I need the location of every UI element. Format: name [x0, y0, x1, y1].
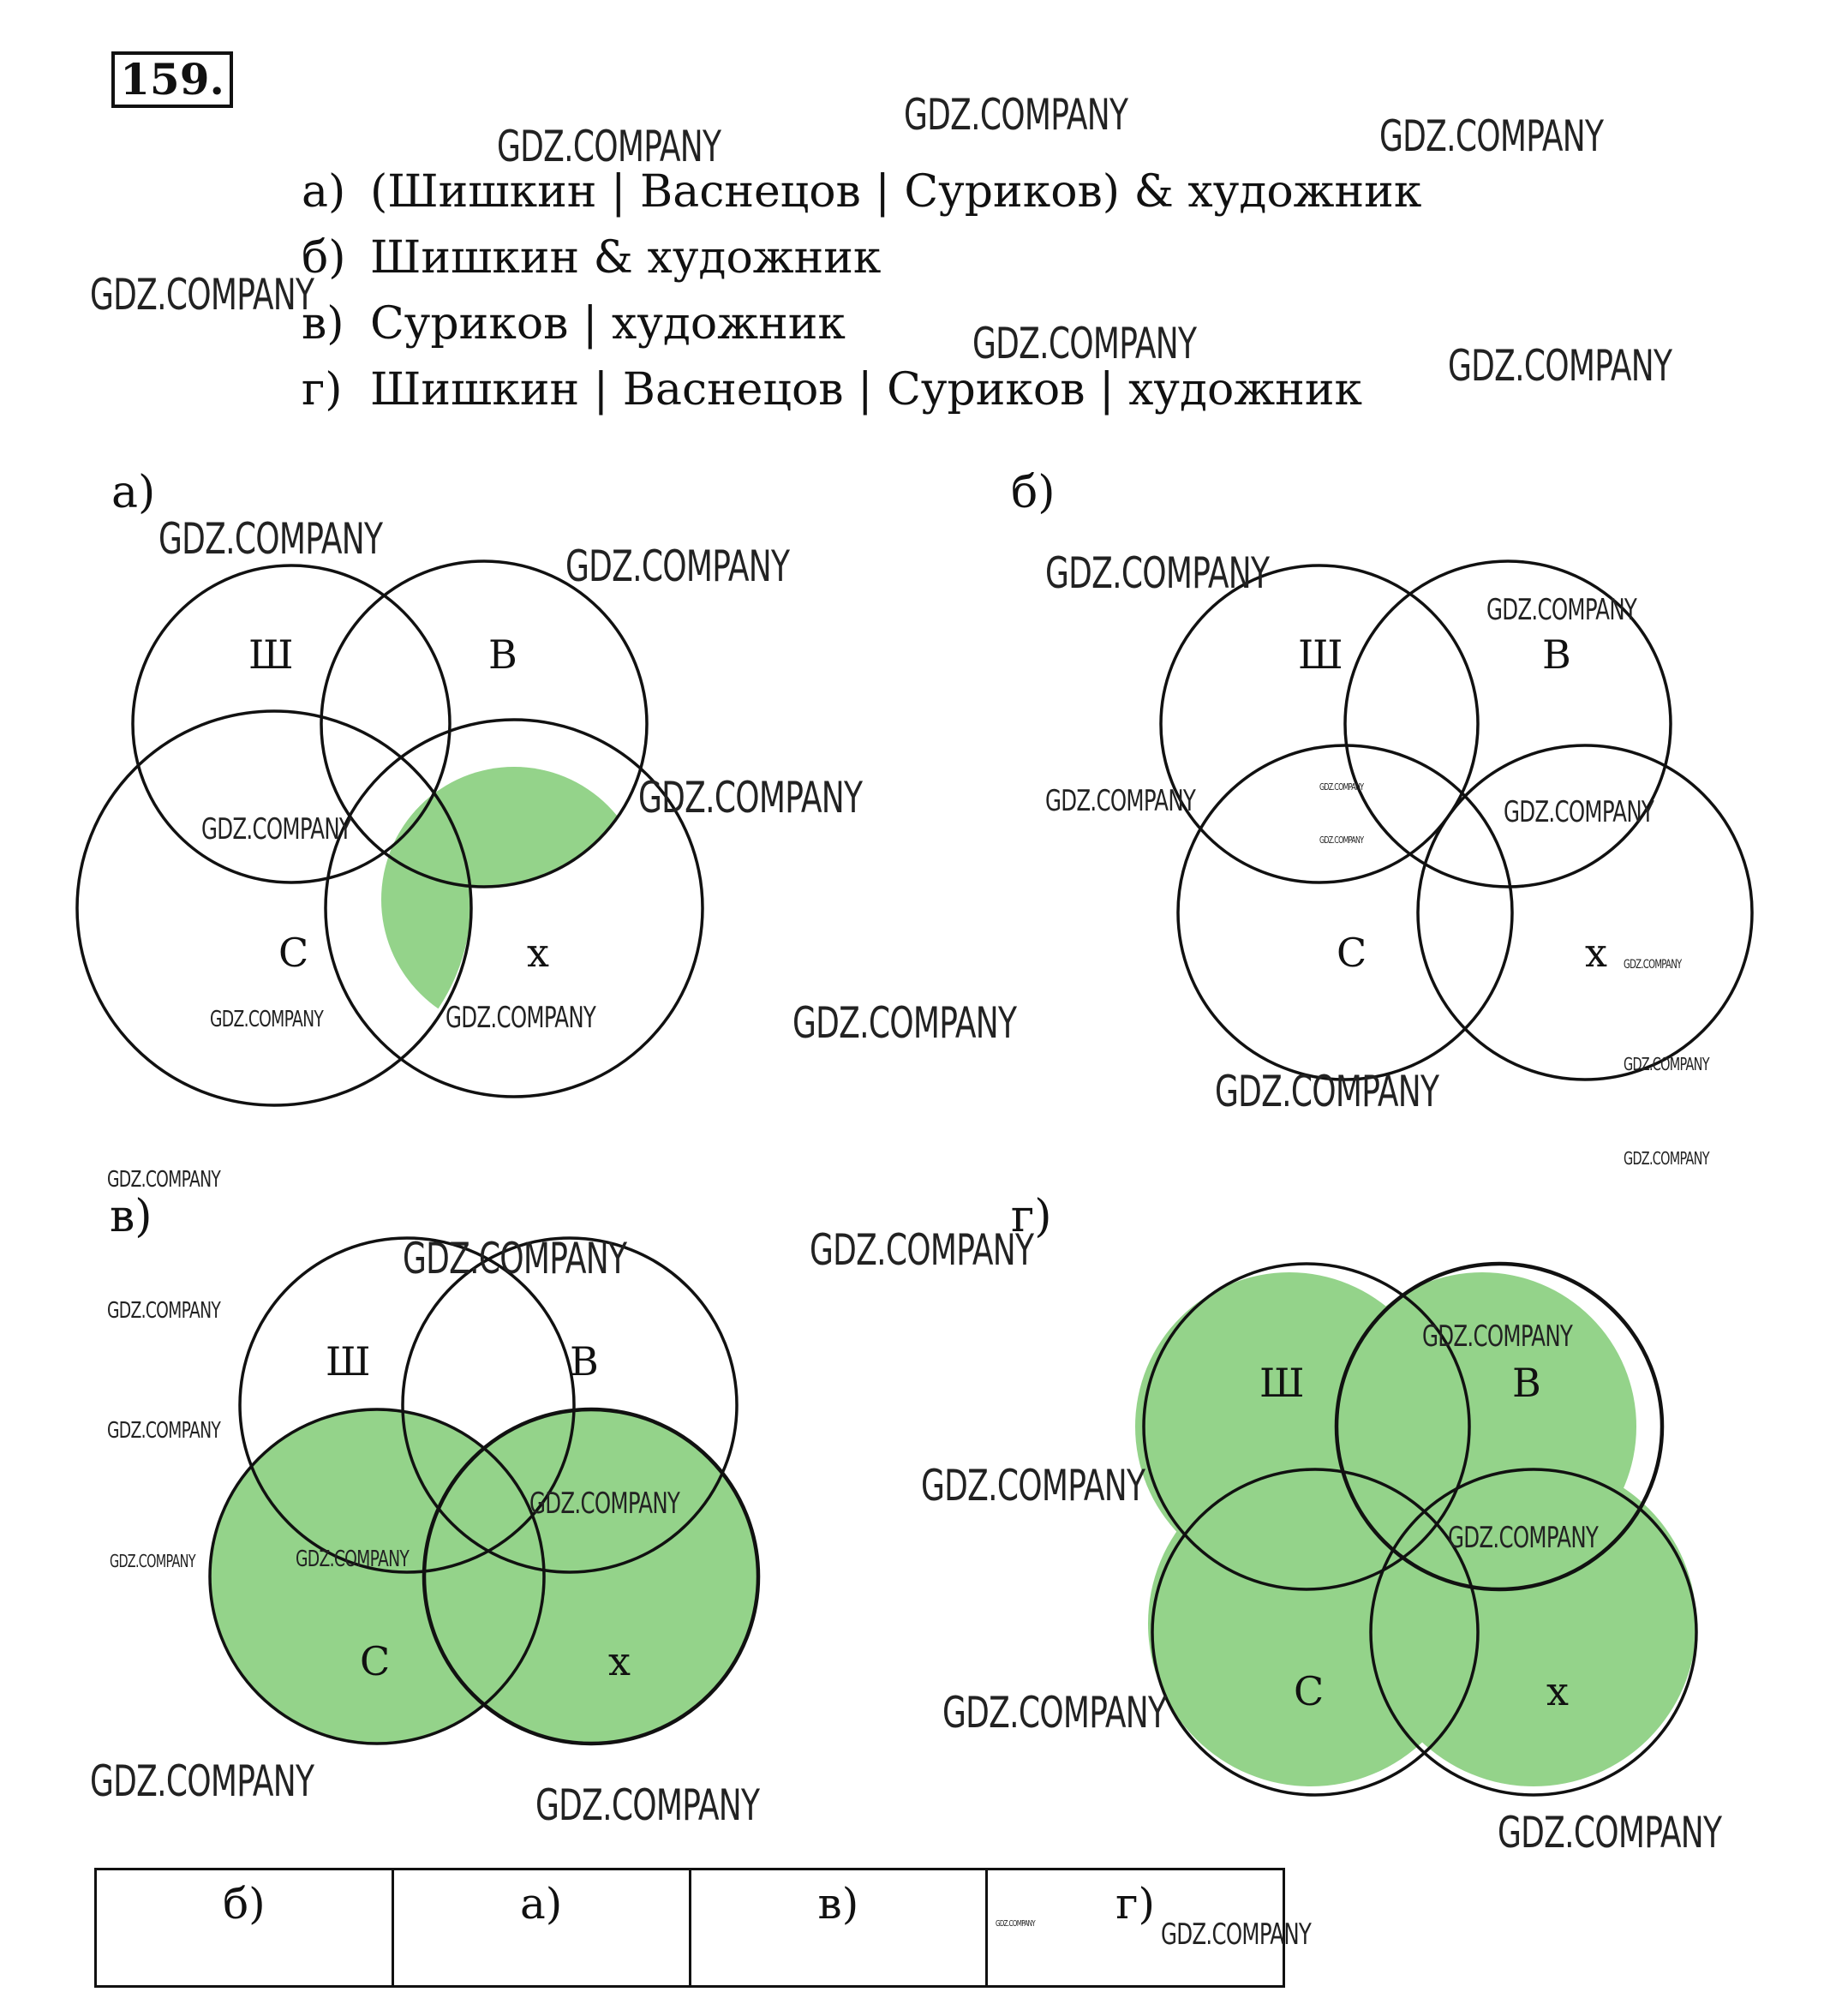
watermark: GDZ.COMPANY: [1624, 1054, 1709, 1074]
answer-cell-3: в): [690, 1869, 987, 1987]
query-b: б) Шишкин & художник: [302, 232, 882, 284]
answer-table: [94, 1868, 1285, 1988]
query-a: а) (Шишкин | Васнецов | Суриков) & художник: [302, 166, 1422, 218]
watermark: GDZ.COMPANY: [904, 90, 1128, 140]
panel-label-b: б): [1011, 467, 1056, 518]
label-x-v: х: [608, 1638, 631, 1684]
watermark: GDZ.COMPANY: [529, 1487, 680, 1521]
watermark: GDZ.COMPANY: [1215, 1067, 1439, 1116]
label-x-b: х: [1585, 930, 1607, 976]
watermark: GDZ.COMPANY: [1319, 835, 1364, 846]
watermark: GDZ.COMPANY: [497, 122, 721, 171]
label-v-b: В: [1542, 631, 1571, 678]
watermark: GDZ.COMPANY: [810, 1225, 1034, 1275]
table-row: [96, 1869, 1284, 1987]
venn-panel-g: [1135, 1264, 1696, 1795]
watermark: GDZ.COMPANY: [210, 1007, 324, 1032]
label-sh-v: Ш: [326, 1338, 371, 1385]
watermark: GDZ.COMPANY: [107, 1167, 221, 1193]
venn-panel-a: [77, 561, 703, 1105]
label-s-v: С: [360, 1638, 391, 1684]
watermark: GDZ.COMPANY: [921, 1461, 1145, 1511]
watermark: GDZ.COMPANY: [1486, 593, 1637, 627]
watermark: GDZ.COMPANY: [107, 1298, 221, 1324]
task-number: 159.: [111, 51, 233, 108]
watermark: GDZ.COMPANY: [158, 514, 383, 564]
label-x-a: х: [527, 930, 549, 976]
panel-label-v: в): [110, 1191, 153, 1242]
answer-cell-4: г): [987, 1869, 1284, 1987]
watermark: GDZ.COMPANY: [565, 541, 790, 591]
label-sh-b: Ш: [1298, 631, 1343, 678]
watermark: GDZ.COMPANY: [1422, 1319, 1573, 1354]
watermark: GDZ.COMPANY: [1319, 781, 1364, 793]
label-s-b: С: [1337, 930, 1367, 976]
watermark: GDZ.COMPANY: [403, 1234, 627, 1283]
venn-panel-b: [1114, 514, 1752, 1114]
watermark: GDZ.COMPANY: [1498, 1808, 1722, 1857]
label-sh-a: Ш: [248, 631, 294, 678]
watermark: GDZ.COMPANY: [792, 998, 1017, 1048]
watermark: GDZ.COMPANY: [1624, 1148, 1709, 1169]
query-v: в) Суриков | художник: [302, 298, 846, 350]
panel-label-g: г): [1011, 1191, 1052, 1242]
watermark: GDZ.COMPANY: [110, 1551, 195, 1571]
label-s-a: С: [278, 930, 309, 976]
panel-label-a: а): [111, 467, 156, 518]
watermark: GDZ.COMPANY: [1448, 341, 1672, 391]
label-sh-g: Ш: [1259, 1360, 1305, 1406]
watermark: GDZ.COMPANY: [535, 1780, 760, 1830]
label-v-v: В: [570, 1338, 599, 1385]
watermark: GDZ.COMPANY: [996, 1919, 1035, 1929]
watermark: GDZ.COMPANY: [1624, 958, 1682, 972]
watermark: GDZ.COMPANY: [446, 1001, 596, 1035]
query-g: г) Шишкин | Васнецов | Суриков | художник: [302, 364, 1362, 416]
label-x-g: х: [1546, 1668, 1569, 1714]
watermark: GDZ.COMPANY: [638, 773, 863, 823]
watermark: GDZ.COMPANY: [1161, 1917, 1312, 1952]
label-v-g: В: [1512, 1360, 1541, 1406]
watermark: GDZ.COMPANY: [1448, 1521, 1599, 1555]
watermark: GDZ.COMPANY: [972, 319, 1197, 368]
watermark: GDZ.COMPANY: [107, 1418, 221, 1444]
watermark: GDZ.COMPANY: [942, 1688, 1167, 1738]
watermark: GDZ.COMPANY: [90, 1756, 314, 1806]
watermark: GDZ.COMPANY: [296, 1546, 410, 1572]
watermark: GDZ.COMPANY: [90, 270, 314, 320]
watermark: GDZ.COMPANY: [1504, 795, 1654, 829]
answer-cell-2: а): [392, 1869, 690, 1987]
answer-cell-1: б): [96, 1869, 393, 1987]
watermark: GDZ.COMPANY: [1379, 111, 1604, 161]
label-v-a: В: [488, 631, 517, 678]
watermark: GDZ.COMPANY: [1045, 548, 1270, 598]
watermark: GDZ.COMPANY: [1045, 784, 1196, 818]
watermark: GDZ.COMPANY: [201, 812, 352, 846]
label-s-g: С: [1294, 1668, 1325, 1714]
